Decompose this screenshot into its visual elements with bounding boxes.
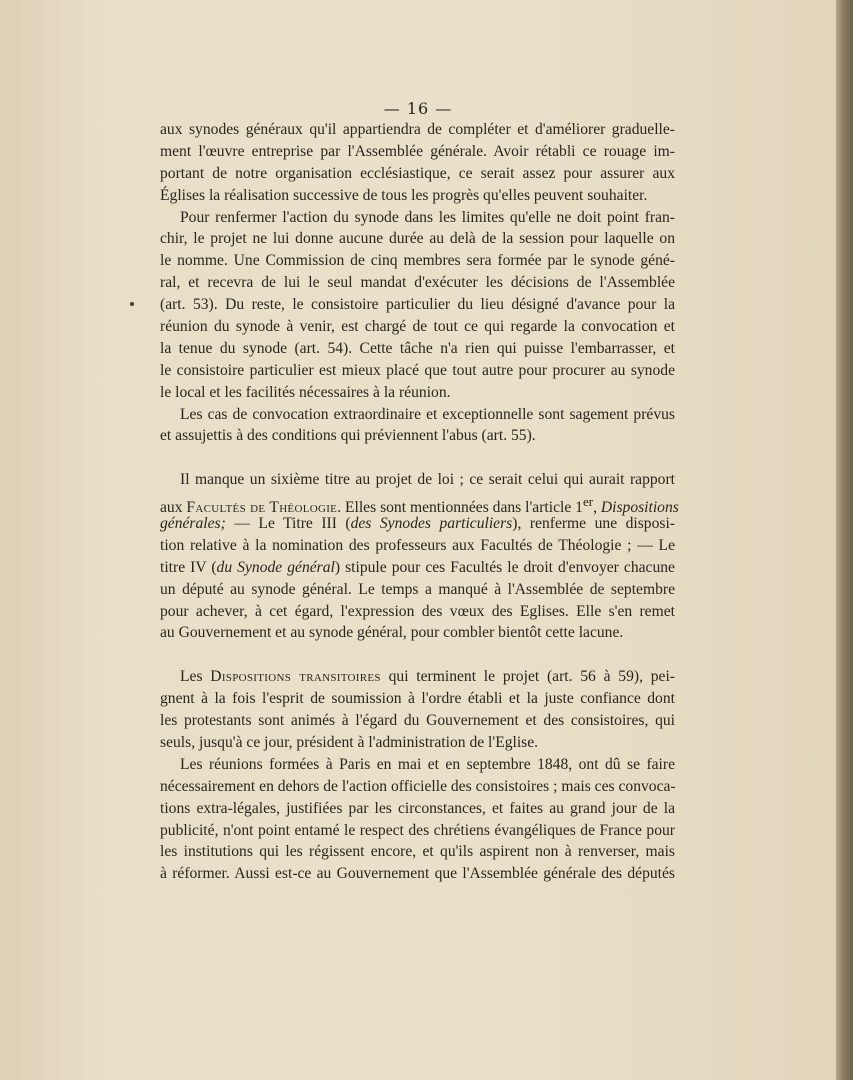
text-line: Il manque un sixième titre au projet de loi ; ce serait celui qui aurait rapport	[180, 471, 675, 489]
text-line: ment l'œuvre entreprise par l'Assemblée générale. Avoir rétabli ce rouage im-	[160, 142, 675, 160]
text-line	[160, 491, 679, 517]
text-line	[160, 557, 675, 579]
text-line: le local et les facilités nécessaires à la réunion.	[160, 383, 451, 401]
paragraph-6	[160, 754, 675, 885]
text-run: ) stipule pour ces Facultés le droit d'envoyer chacune	[334, 558, 675, 576]
text-line: la tenue du synode (art. 54). Cette tâche n'a rien qui puisse l'embarrasser, et	[160, 339, 675, 357]
text-line: pour achever, à cet égard, l'expression des vœux des Eglises. Elle s'en remet	[160, 602, 675, 620]
text-line: un député au synode général. Le temps a manqué à l'Assemblée de septembre	[160, 580, 675, 598]
text-run: aux	[160, 499, 187, 517]
text-line: au Gouvernement et au synode général, pour combler bientôt cette lacune.	[160, 624, 624, 642]
text-line: chir, le projet ne lui donne aucune durée au delà de la session pour laquelle on	[160, 230, 675, 248]
paragraph-5	[160, 666, 675, 754]
text-run: — Le Titre III (	[225, 515, 351, 533]
text-line	[160, 513, 675, 535]
text-line: le nomme. Une Commission de cinq membres sera formée par le synode géné-	[160, 252, 675, 270]
text-run: qui terminent le projet (art. 56 à 59), pei-	[380, 668, 675, 686]
page-number: — 16 —	[383, 99, 453, 118]
small-caps-term: Facultés de Théologie	[186, 499, 338, 517]
text-line: aux synodes généraux qu'il appartiendra de compléter et d'améliorer graduelle-	[160, 121, 675, 138]
superscript: er	[582, 494, 594, 510]
text-line: les protestants sont animés à l'égard du Gouvernement et des consistoires, qui	[160, 712, 675, 730]
text-line: (art. 53). Du reste, le consistoire particulier du lieu désigné d'avance pour la	[160, 296, 675, 314]
paragraph-gap	[160, 644, 675, 666]
paragraph-1	[160, 119, 675, 207]
italic-term: des Synodes particuliers	[350, 515, 513, 533]
text-run: ,	[593, 499, 601, 517]
text-line: Les réunions formées à Paris en mai et en septembre 1848, ont dû se faire	[180, 755, 675, 773]
italic-term: Dispositions	[600, 499, 679, 517]
text-line: gnent à la fois l'esprit de soumission à l'ordre établi et la juste confiance dont	[160, 690, 675, 708]
text-line: réunion du synode à venir, est chargé de tout ce qui regarde la convocation et	[160, 318, 675, 336]
italic-term: du Synode général	[216, 558, 335, 576]
small-caps-term: Dispositions transitoires	[210, 668, 381, 686]
text-line	[160, 666, 675, 688]
text-line: ral, et recevra de lui le seul mandat d'exécuter les décisions de l'Assemblée	[160, 274, 675, 292]
text-line: les institutions qui les régissent encore, et qu'ils aspirent non à renverser, mais	[160, 843, 675, 861]
text-line: nécessairement en dehors de l'action officielle des consistoires ; mais ces convoca-	[160, 777, 676, 795]
text-run: Les	[180, 668, 211, 686]
paragraph-4	[160, 469, 679, 644]
text-line: seuls, jusqu'à ce jour, président à l'administration de l'Eglise.	[160, 733, 539, 751]
paragraph-3	[160, 404, 675, 448]
page-text	[160, 119, 679, 885]
text-line: Églises la réalisation successive de tous les progrès qu'elles peuvent souhaiter.	[160, 186, 648, 204]
text-line: portant de notre organisation ecclésiastique, ce serait assez pour assurer aux	[160, 164, 675, 182]
text-line: et assujettis à des conditions qui préviennent l'abus (art. 55).	[160, 427, 536, 445]
text-line: tion relative à la nomination des professeurs aux Facultés de Théologie ; — Le	[160, 536, 675, 554]
text-run: titre IV (	[160, 558, 217, 576]
margin-ink-dot	[130, 302, 134, 306]
text-run: . Elles sont mentionnées dans l'article 1	[337, 499, 583, 517]
text-line: tions extra-légales, justifiées par les circonstances, et faites au grand jour de la	[160, 799, 675, 817]
paragraph-2	[160, 207, 675, 404]
text-line: à réformer. Aussi est-ce au Gouvernement que l'Assemblée générale des députés	[160, 865, 675, 883]
text-line: le consistoire particulier est mieux placé que tout autre pour procurer au synode	[160, 361, 675, 379]
italic-term: générales;	[160, 515, 226, 533]
paragraph-gap	[160, 447, 675, 469]
text-line: Les cas de convocation extraordinaire et exceptionnelle sont sagement prévus	[180, 405, 675, 423]
text-line: publicité, n'ont point entamé le respect des chrétiens évangéliques de France pour	[160, 821, 675, 839]
text-run: ), renferme une disposi-	[512, 515, 675, 533]
book-page-edge	[836, 0, 853, 1080]
text-line: Pour renfermer l'action du synode dans les limites qu'elle ne doit point fran-	[180, 208, 675, 226]
